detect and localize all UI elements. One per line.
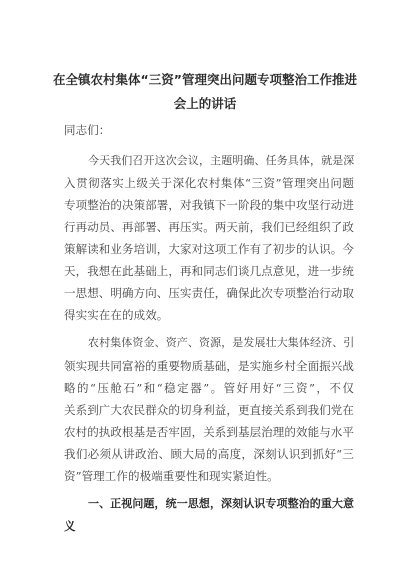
paragraph-1-line: 今天我们召开这次会议，主题明确、任务具体，就是深 (88, 154, 355, 167)
paragraph-2-line: 领实现共同富裕的重要物质基础，是实施乡村全面振兴战 (64, 359, 354, 373)
paragraph-2-line: 关系到广大农民群众的切身利益，更直接关系到我们党在 (64, 403, 354, 417)
paragraph-2-line: 农村集体资金、资产、资源，是发展壮大集体经济、引 (88, 336, 355, 349)
document-title-line-2: 会上的讲话 (173, 96, 237, 111)
section-heading-line: 义 (64, 519, 76, 533)
paragraph-1-line: 行再动员、再部署、再压实。两天前，我们已经组织了政 (64, 220, 354, 234)
section-heading-line: 一、正视问题，统一思想，深刻认识专项整治的重大意 (88, 497, 354, 510)
paragraph-2-line: 略的“压舱石”和“稳定器”。管好用好“三资”，不仅 (64, 381, 354, 395)
paragraph-1-line: 一思想、明确方向、压实责任，确保此次专项整治行动取 (64, 286, 354, 300)
paragraph-1-line: 专项整治的决策部署，对我镇下一阶段的集中攻坚行动进 (64, 198, 354, 212)
paragraph-2-line: 农村的执政根基是否牢固，关系到基层治理的效能与水平 (64, 425, 354, 439)
paragraph-1-line: 入贯彻落实上级关于深化农村集体“三资”管理突出问题 (64, 176, 354, 190)
document-title-line-1: 在全镇农村集体“三资”管理突出问题专项整治工作推进 (53, 72, 357, 87)
paragraph-1-line: 得实实在在的成效。 (64, 308, 169, 322)
paragraph-2-line: 我们必须从讲政治、顾大局的高度，深刻认识到抓好“三 (64, 447, 354, 461)
paragraph-1-line: 天，我想在此基础上，再和同志们谈几点意见，进一步统 (64, 264, 354, 278)
salutation: 同志们： (64, 123, 111, 137)
paragraph-1-line: 策解读和业务培训，大家对这项工作有了初步的认识。今 (64, 242, 354, 256)
paragraph-2-line: 资”管理工作的极端重要性和现实紧迫性。 (64, 469, 279, 483)
